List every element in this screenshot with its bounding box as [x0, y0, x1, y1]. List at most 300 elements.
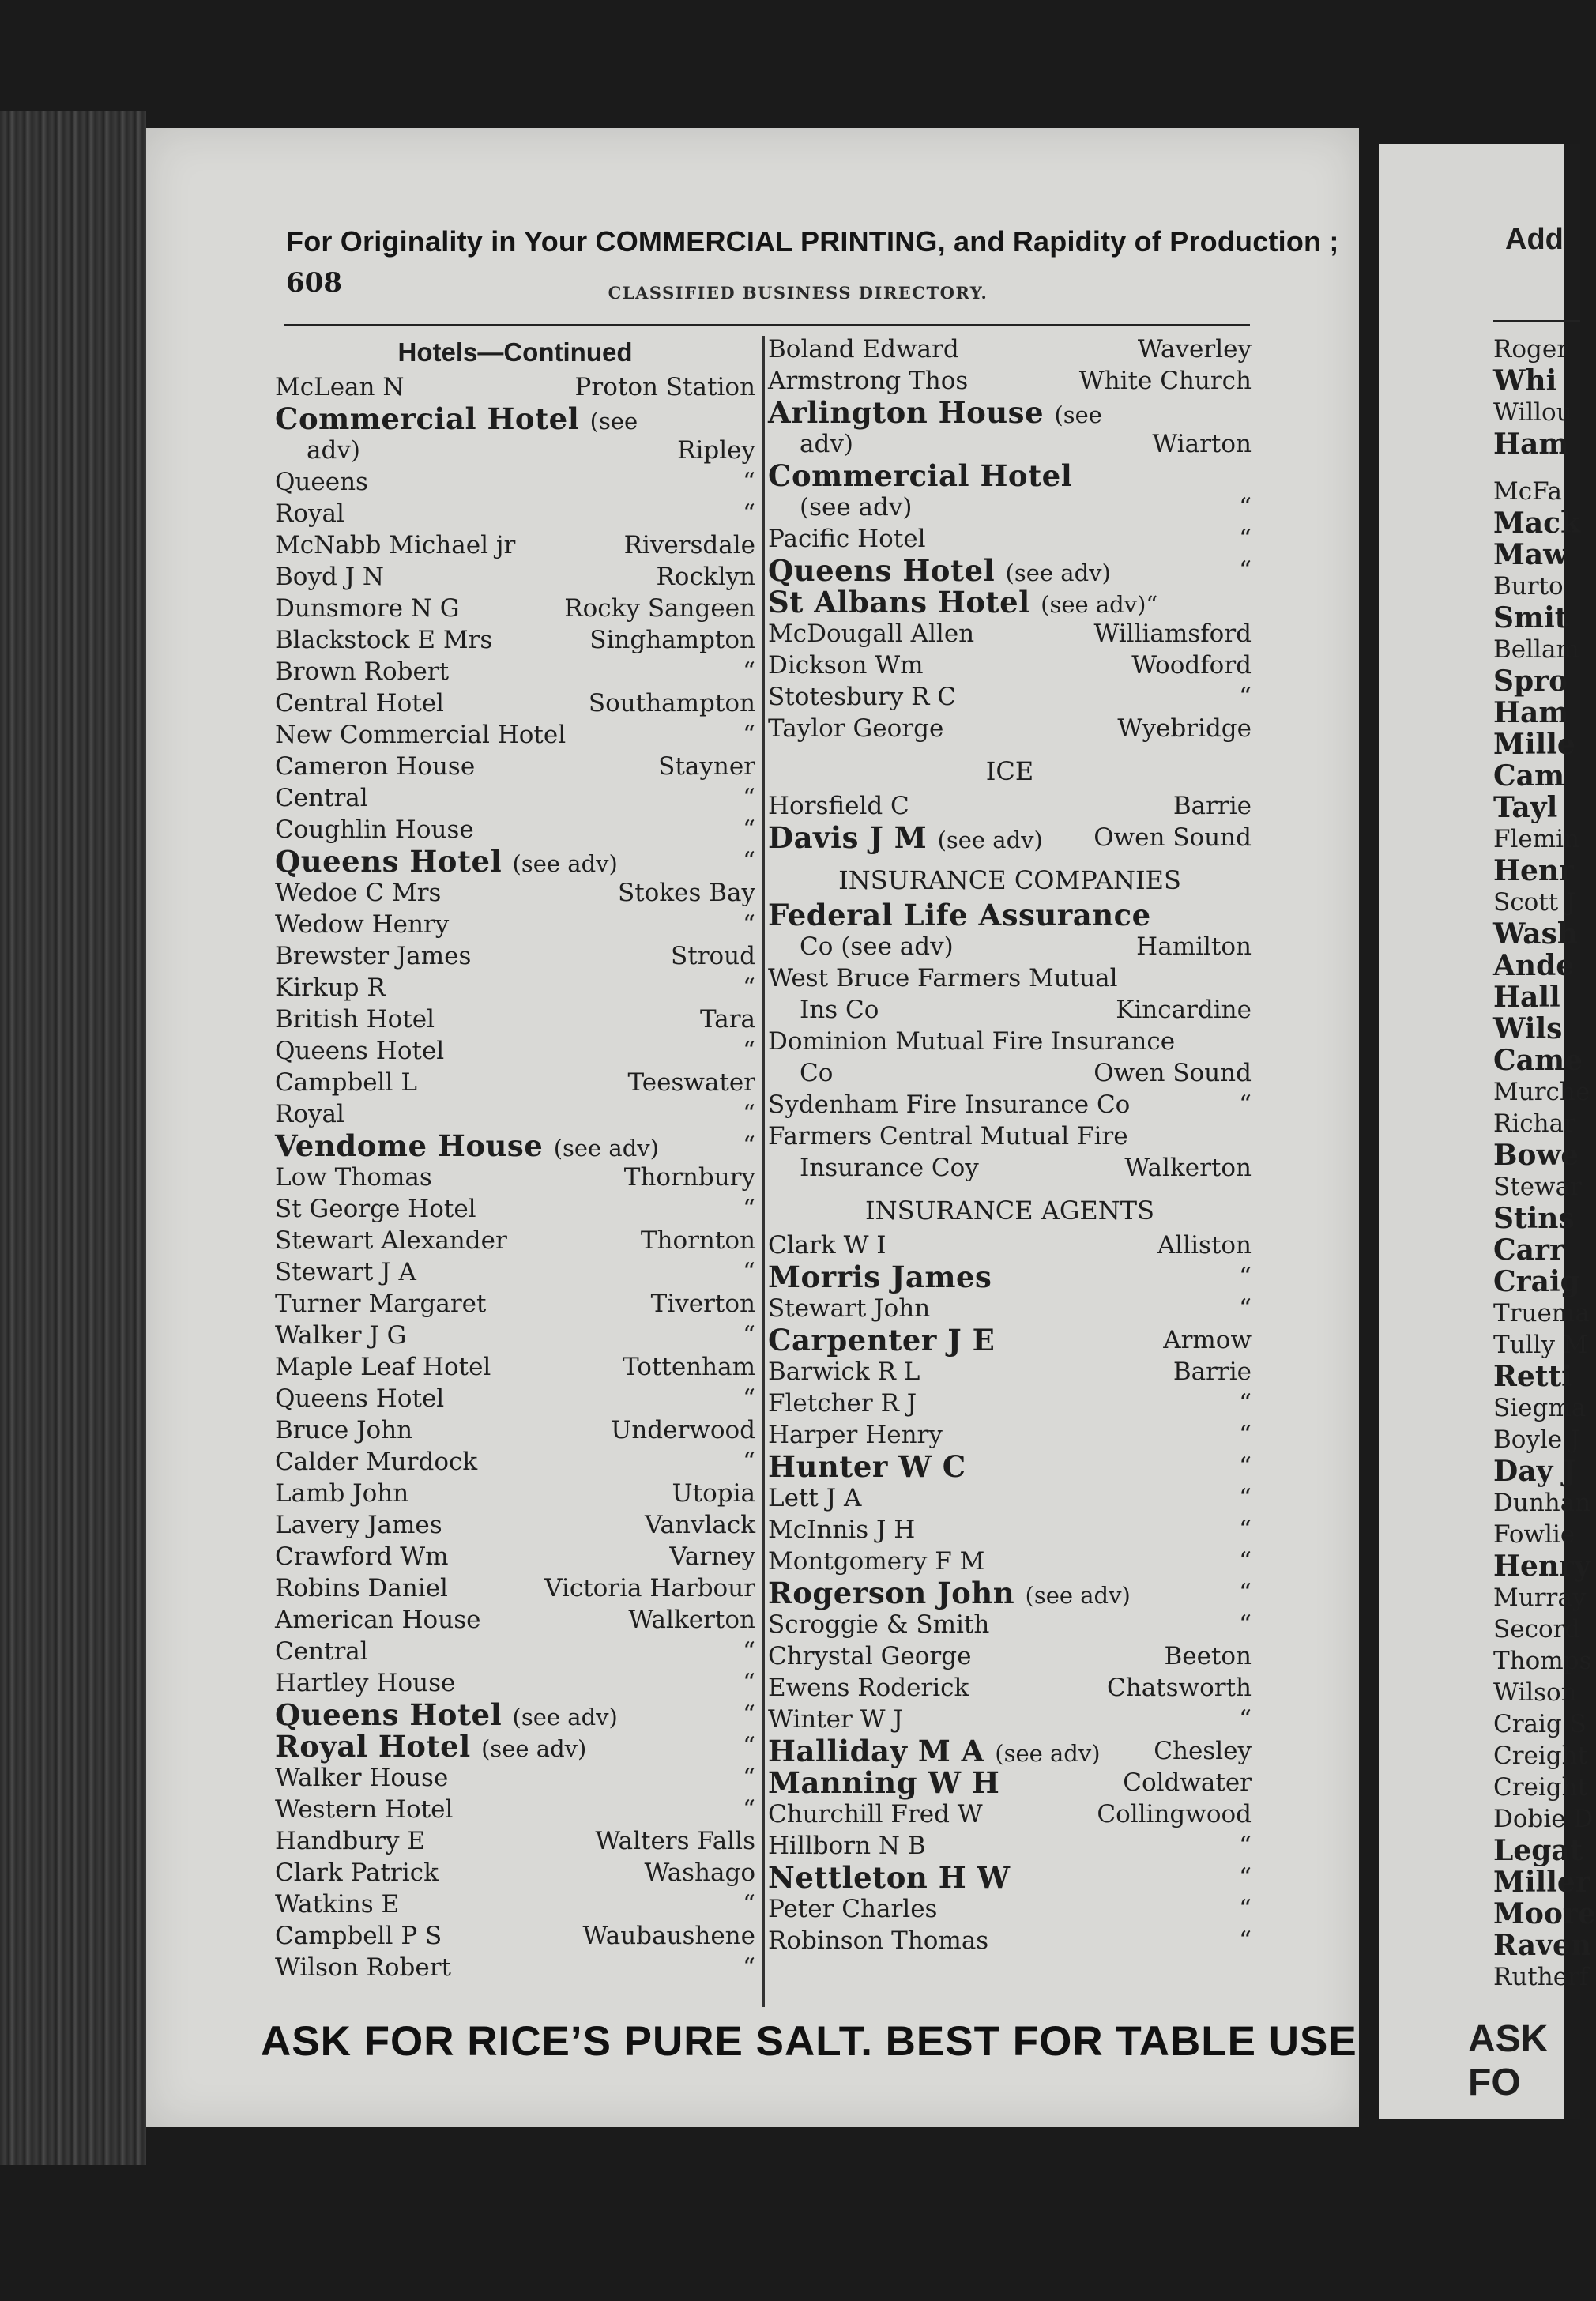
listing-place: “	[1239, 1516, 1252, 1544]
listing-entry	[275, 1604, 755, 1636]
listing-name	[768, 618, 974, 650]
listing-name	[768, 1419, 943, 1451]
listing-place: Varney	[669, 1542, 755, 1571]
listing-continuation	[768, 1057, 1252, 1089]
listing-place: Walkerton	[628, 1606, 755, 1634]
listing-entry	[275, 1541, 755, 1572]
listing-place: Thornbury	[623, 1163, 755, 1192]
listing-name	[275, 1889, 399, 1920]
listing-entry	[768, 1862, 1252, 1893]
listing-place: “	[743, 784, 755, 812]
listing-place: “	[1239, 1832, 1252, 1860]
listing-name	[768, 650, 924, 681]
listing-entry	[768, 1893, 1252, 1925]
adjacent-page-entry-fragment: Raven	[1493, 1929, 1592, 1962]
listing-entry	[768, 1356, 1252, 1388]
adjacent-page-entry-fragment: Whi	[1493, 364, 1557, 397]
adjacent-page-entry-fragment: Murche	[1493, 1078, 1590, 1106]
listing-name-text: Farmers Central Mutual Fire	[768, 1122, 1128, 1150]
listing-place: Southampton	[588, 689, 755, 717]
listing-name	[275, 877, 441, 909]
listing-entry	[275, 1383, 755, 1414]
listing-name-text: Vendome House	[275, 1128, 544, 1163]
adjacent-page-entry-fragment: Bowe	[1493, 1139, 1579, 1172]
listing-name-text: Kirkup R	[275, 974, 386, 1002]
adjacent-page-entry-fragment: Came	[1493, 1044, 1583, 1077]
listing-entry	[275, 877, 755, 909]
listing-name-text: Peter Charles	[768, 1895, 938, 1923]
listing-name	[275, 561, 384, 593]
listing-place: Utopia	[672, 1479, 755, 1508]
listing-name	[768, 681, 956, 713]
adjacent-page-entry-fragment: Murray	[1493, 1584, 1587, 1612]
adjacent-page-entry-fragment: Secord	[1493, 1615, 1581, 1644]
listing-name	[768, 586, 1157, 620]
listing-name-text: adv)	[307, 436, 360, 465]
listing-name	[275, 1162, 432, 1193]
listing-name	[275, 1794, 453, 1825]
listing-name-text: Manning W H	[768, 1765, 1000, 1800]
listing-entry	[275, 1193, 755, 1225]
listing-place: Waubaushene	[582, 1922, 755, 1950]
listing-entry	[768, 899, 1252, 931]
adjacent-page-entry-fragment: Siegma	[1493, 1394, 1587, 1422]
listing-entry	[275, 561, 755, 593]
listing-name-text: Walker J G	[275, 1321, 407, 1350]
column-divider	[762, 336, 765, 2007]
listing-name	[275, 1572, 448, 1604]
listing-name-text: Bruce John	[275, 1416, 413, 1444]
listing-name	[275, 1004, 435, 1035]
listing-entry	[275, 1699, 755, 1730]
listing-entry	[768, 1925, 1252, 1956]
listing-name	[768, 1546, 984, 1577]
adjacent-page-entry-fragment: Legat	[1493, 1834, 1583, 1867]
listing-name-text: Royal Hotel	[275, 1729, 471, 1764]
listing-name-text: Armstrong Thos	[768, 367, 969, 395]
listing-place: Williamsford	[1093, 620, 1252, 648]
section-heading: Hotels—Continued	[397, 337, 633, 367]
listing-entry	[275, 1572, 755, 1604]
listing-name-text: Western Hotel	[275, 1795, 454, 1824]
listing-place: Ripley	[677, 436, 755, 465]
listing-name-text: Carpenter J E	[768, 1323, 996, 1358]
adjacent-page-entry-fragment: Henry	[1493, 1550, 1590, 1583]
adjacent-page-entry-fragment: Ham	[1493, 696, 1569, 729]
listing-place: Barrie	[1173, 1358, 1252, 1386]
listing-name-text: Clark Patrick	[275, 1858, 439, 1887]
listing-entry	[768, 1089, 1252, 1120]
listing-place: Waverley	[1137, 335, 1252, 363]
adjacent-page-entry-fragment: Burto	[1493, 572, 1564, 601]
listing-place: “	[743, 468, 755, 496]
listing-name	[275, 719, 566, 751]
listing-name-text: Dickson Wm	[768, 651, 924, 680]
listing-place: White Church	[1078, 367, 1252, 395]
listing-name	[275, 1256, 416, 1288]
listing-entry	[275, 751, 755, 782]
listing-name-text: Barwick R L	[768, 1358, 920, 1386]
listing-name-text: Harper Henry	[768, 1421, 943, 1449]
adjacent-page-entry-fragment: Rutherf	[1493, 1963, 1589, 1991]
listing-place: Vanvlack	[644, 1511, 755, 1539]
listing-name-text: Calder Murdock	[275, 1448, 478, 1476]
listing-entry	[768, 822, 1252, 853]
listing-place: Walkerton	[1124, 1154, 1252, 1182]
listing-entry	[275, 1004, 755, 1035]
listing-name	[768, 790, 909, 822]
listing-name-text: Royal	[275, 499, 344, 528]
listing-name	[275, 1825, 425, 1857]
listing-name-text: Central Hotel	[275, 689, 444, 717]
listing-name	[275, 1857, 439, 1889]
listing-continuation	[768, 994, 1252, 1026]
adjacent-page-entry-fragment: Creight	[1493, 1773, 1588, 1802]
listing-name-text: Crawford Wm	[275, 1542, 449, 1571]
listing-entry	[768, 333, 1252, 365]
listing-entry	[768, 365, 1252, 397]
listing-name-text: Hartley House	[275, 1669, 456, 1697]
listing-place: “	[1239, 1263, 1252, 1291]
listing-entry	[275, 1636, 755, 1667]
adjacent-page-entry-fragment: Retti	[1493, 1360, 1572, 1393]
listing-name-text: Campbell P S	[275, 1922, 442, 1950]
listing-entry	[768, 650, 1252, 681]
listing-name	[275, 1478, 408, 1509]
listing-name-text: Davis J M	[768, 820, 928, 855]
listing-entry	[768, 523, 1252, 555]
listing-name	[275, 751, 475, 782]
listing-name	[768, 460, 1072, 491]
adjacent-page-entry-fragment: Maw	[1493, 538, 1568, 571]
listing-entry	[768, 1419, 1252, 1451]
listing-place: Victoria Harbour	[544, 1574, 755, 1602]
listing-place: Hamilton	[1136, 932, 1252, 961]
listing-place: “	[743, 1321, 755, 1350]
listing-entry	[275, 845, 755, 877]
listing-place: “	[1239, 1863, 1252, 1892]
listing-name	[275, 1604, 480, 1636]
listing-place: Tottenham	[622, 1353, 755, 1381]
listing-place: “	[1239, 1610, 1252, 1639]
listing-place: Rocklyn	[656, 563, 755, 591]
listing-entry	[275, 1256, 755, 1288]
adjacent-page-entry-fragment: Wilson	[1493, 1678, 1577, 1707]
listing-name-text: Cameron House	[275, 752, 476, 781]
listing-name-text: Brewster James	[275, 942, 472, 970]
listing-entry	[768, 681, 1252, 713]
listing-name-text: Churchill Fred W	[768, 1800, 983, 1828]
listing-note: (see adv)	[995, 1740, 1101, 1767]
listing-entry	[768, 1546, 1252, 1577]
adjacent-page-entry-fragment: Hall	[1493, 981, 1560, 1014]
listing-name-text: Maple Leaf Hotel	[275, 1353, 491, 1381]
listing-name	[275, 466, 368, 498]
adjacent-page-entry-fragment: Moore	[1493, 1897, 1596, 1930]
listing-place: Rocky Sangeen	[564, 594, 755, 623]
listing-entry	[768, 1388, 1252, 1419]
adjacent-page-entry-fragment: Ande	[1493, 949, 1575, 982]
listing-entry	[275, 1889, 755, 1920]
listing-name-text: Clark W I	[768, 1231, 886, 1260]
listing-name	[275, 1288, 486, 1320]
listing-entry	[275, 1667, 755, 1699]
listing-note: (see adv)	[1005, 559, 1111, 586]
listing-note: (see adv)	[937, 827, 1043, 853]
listing-place: “	[743, 974, 755, 1002]
listing-continuation	[275, 435, 755, 466]
listing-name-text: Brown Robert	[275, 657, 450, 686]
listing-name-text: New Commercial Hotel	[275, 721, 567, 749]
listing-name-text: Low Thomas	[275, 1163, 432, 1192]
listing-name-text: Dunsmore N G	[275, 594, 460, 623]
listing-continuation	[768, 491, 1252, 523]
listing-name-text: Queens Hotel	[275, 1697, 503, 1732]
listing-place: “	[1239, 1389, 1252, 1418]
adjacent-page-entry-fragment: Fowlie	[1493, 1520, 1575, 1549]
listing-name	[800, 1152, 979, 1184]
listing-name	[768, 1862, 1011, 1893]
listing-name-text: Lamb John	[275, 1479, 409, 1508]
listing-place: Beeton	[1164, 1642, 1252, 1670]
listing-name	[768, 822, 1043, 856]
listing-name	[768, 365, 968, 397]
listing-entry	[768, 1482, 1252, 1514]
listing-place: “	[743, 1764, 755, 1792]
listing-name	[275, 403, 638, 437]
listing-name-text: Wilson Robert	[275, 1953, 452, 1982]
listing-place: “	[1239, 1895, 1252, 1923]
adjacent-page-rule	[1493, 320, 1580, 322]
adjacent-page-entry-fragment: Roger	[1493, 335, 1569, 363]
listing-name	[768, 333, 959, 365]
listing-place: Armow	[1163, 1326, 1252, 1354]
listing-place: “	[1239, 683, 1252, 711]
listing-name	[275, 1541, 448, 1572]
listing-name-text: Rogerson John	[768, 1576, 1015, 1610]
listing-entry	[768, 1735, 1252, 1767]
listing-place: Collingwood	[1097, 1800, 1252, 1828]
listing-entry	[275, 1067, 755, 1098]
listing-place: “	[743, 1890, 755, 1919]
listing-name-text: Halliday M A	[768, 1734, 984, 1768]
listing-name-text: Morris James	[768, 1260, 992, 1294]
section-heading: ICE	[985, 756, 1034, 786]
right-column	[768, 333, 1252, 1956]
adjacent-page-entry-fragment: Spro	[1493, 665, 1568, 698]
listing-name	[768, 1324, 995, 1356]
listing-name	[768, 1230, 886, 1261]
listing-place: “	[1239, 1705, 1252, 1734]
section-heading: INSURANCE AGENTS	[864, 1196, 1155, 1226]
listing-name	[275, 1193, 476, 1225]
listing-name-text: Commercial Hotel	[275, 401, 580, 436]
listing-place: “	[743, 1732, 755, 1761]
adjacent-page-entry-fragment: Bellam	[1493, 635, 1579, 664]
listing-entry	[768, 460, 1252, 491]
listing-note: (see	[589, 408, 638, 435]
listing-name-text: Queens Hotel	[275, 844, 503, 879]
listing-name-text: (see adv)	[800, 493, 913, 522]
listing-entry	[275, 687, 755, 719]
listing-name	[800, 428, 853, 460]
listing-name	[800, 491, 912, 523]
listing-note: (see adv)	[1025, 1582, 1131, 1609]
listing-entry	[275, 1952, 755, 1983]
listing-name	[275, 1920, 442, 1952]
listing-entry	[275, 782, 755, 814]
listing-name	[800, 1057, 833, 1089]
listing-name-text: Hillborn N B	[768, 1832, 926, 1860]
top-advertisement-banner: For Originality in Your COMMERCIAL PRINTING, and Rapidity of Production ;	[286, 225, 1339, 258]
listing-name	[275, 845, 618, 879]
adjacent-page-entry-fragment: Flemin	[1493, 825, 1580, 853]
listing-name	[275, 1320, 406, 1351]
listing-entry	[768, 1451, 1252, 1482]
listing-place: “	[1239, 1547, 1252, 1576]
listing-name-text: Winter W J	[768, 1705, 903, 1734]
listing-place: “	[743, 1258, 755, 1286]
listing-place: Underwood	[611, 1416, 755, 1444]
listing-name-text: Robinson Thomas	[768, 1926, 989, 1955]
adjacent-page-entry-fragment: Henr	[1493, 854, 1575, 887]
listing-place: “	[743, 1195, 755, 1223]
listing-place: “	[743, 1100, 755, 1128]
adjacent-page-entry-fragment: Craig S	[1493, 1710, 1587, 1738]
listing-name-text: Queens Hotel	[275, 1384, 445, 1413]
listing-name-text: McNabb Michael jr	[275, 531, 516, 559]
listing-place: “	[1239, 1421, 1252, 1449]
book-spine	[0, 111, 146, 2165]
listing-entry	[768, 1798, 1252, 1830]
listing-entry	[275, 1035, 755, 1067]
listing-entry	[275, 1794, 755, 1825]
listing-name	[275, 1035, 444, 1067]
listing-name-text: Pacific Hotel	[768, 525, 926, 553]
listing-name	[768, 1735, 1101, 1769]
listing-entry	[768, 1293, 1252, 1324]
listing-entry	[275, 403, 755, 435]
listing-place: “	[743, 1700, 755, 1729]
listing-name	[275, 624, 492, 656]
listing-place: Owen Sound	[1093, 1059, 1252, 1087]
adjacent-page-entry-fragment: Stewar	[1493, 1173, 1582, 1201]
listing-place: “	[743, 1037, 755, 1065]
listing-entry	[768, 1324, 1252, 1356]
listing-name-text: Wedow Henry	[275, 910, 450, 939]
adjacent-page-entry-fragment: Truema	[1493, 1299, 1590, 1328]
listing-name-text: Robins Daniel	[275, 1574, 448, 1602]
listing-place: Riversdale	[623, 531, 755, 559]
listing-name-text: Stewart John	[768, 1294, 931, 1323]
listing-name-text: Boyd J N	[275, 563, 385, 591]
listing-entry	[275, 1446, 755, 1478]
listing-name-text: Stewart J A	[275, 1258, 416, 1286]
listing-name	[800, 931, 954, 962]
bottom-advertisement-banner: ASK FOR RICE’S PURE SALT. BEST FOR TABLE USE	[261, 2018, 1357, 2065]
adjacent-page-entry-fragment: Creight	[1493, 1742, 1588, 1770]
listing-name-text: Ewens Roderick	[768, 1674, 969, 1702]
listing-place: “	[743, 815, 755, 844]
listing-place: Tara	[699, 1005, 755, 1034]
listing-name	[275, 371, 404, 403]
adjacent-page-entry-fragment: Richar	[1493, 1109, 1575, 1138]
listing-name	[800, 994, 879, 1026]
listing-name-text: Wedoe C Mrs	[275, 879, 442, 907]
listing-entry	[768, 1514, 1252, 1546]
listing-name-text: Stotesbury R C	[768, 683, 956, 711]
listing-name-text: Coughlin House	[275, 815, 474, 844]
listing-entry	[768, 1577, 1252, 1609]
listing-name-text: Federal Life Assurance	[768, 898, 1151, 932]
listing-entry	[768, 1026, 1252, 1057]
listing-entry	[275, 1162, 755, 1193]
listing-name	[768, 1261, 992, 1293]
listing-name	[768, 1704, 903, 1735]
listing-place: “	[743, 1448, 755, 1476]
listing-place: Stayner	[658, 752, 755, 781]
listing-entry	[275, 1478, 755, 1509]
listing-name-text: Blackstock E Mrs	[275, 626, 493, 654]
listing-name-text: Ins Co	[800, 996, 879, 1024]
listing-name	[768, 962, 1118, 994]
listing-name	[275, 656, 449, 687]
listing-name-text: Queens Hotel	[275, 1037, 445, 1065]
listing-entry	[275, 466, 755, 498]
adjacent-page-entry-fragment: Thomps	[1493, 1647, 1592, 1675]
listing-place: “	[743, 499, 755, 528]
listing-entry	[275, 814, 755, 845]
listing-name-text: McDougall Allen	[768, 620, 975, 648]
listing-name-text: Arlington House	[768, 395, 1045, 430]
listing-place: Singhampton	[589, 626, 755, 654]
adjacent-page-footer-fragment: ASK FO	[1468, 2018, 1549, 2103]
listing-entry	[768, 1261, 1252, 1293]
listing-name-text: Queens Hotel	[768, 553, 996, 588]
listing-name	[768, 1026, 1175, 1057]
listing-note: (see adv)	[512, 850, 618, 877]
listing-name	[307, 435, 360, 466]
listing-name	[768, 1356, 920, 1388]
listing-entry	[275, 1920, 755, 1952]
listing-entry	[275, 940, 755, 972]
listing-entry	[768, 1640, 1252, 1672]
listing-name-text: Campbell L	[275, 1068, 417, 1097]
listing-entry	[768, 1120, 1252, 1152]
listing-name	[768, 1672, 969, 1704]
listing-name	[275, 1383, 444, 1414]
listing-name	[768, 1451, 966, 1482]
listing-name-text: Lett J A	[768, 1484, 862, 1512]
listing-note: (see adv)	[481, 1735, 587, 1762]
listing-place: Stroud	[671, 942, 755, 970]
listing-name	[275, 1730, 586, 1764]
listing-place: “	[1239, 1452, 1252, 1481]
listing-entry	[768, 397, 1252, 428]
page-number: 608	[286, 267, 342, 299]
adjacent-page-entry-fragment: Dobie D	[1493, 1805, 1594, 1833]
listing-place: Owen Sound	[1093, 823, 1252, 852]
listing-place: “	[743, 847, 755, 876]
listing-name	[768, 1577, 1131, 1611]
adjacent-page-entries	[1493, 333, 1596, 1993]
listing-place: “	[743, 1132, 755, 1160]
adjacent-page-entry-fragment: Tully M	[1493, 1331, 1588, 1359]
listing-name-text: Horsfield C	[768, 792, 909, 820]
listing-name	[275, 1130, 659, 1164]
listing-place: “	[743, 910, 755, 939]
listing-name-text: Insurance Coy	[800, 1154, 979, 1182]
